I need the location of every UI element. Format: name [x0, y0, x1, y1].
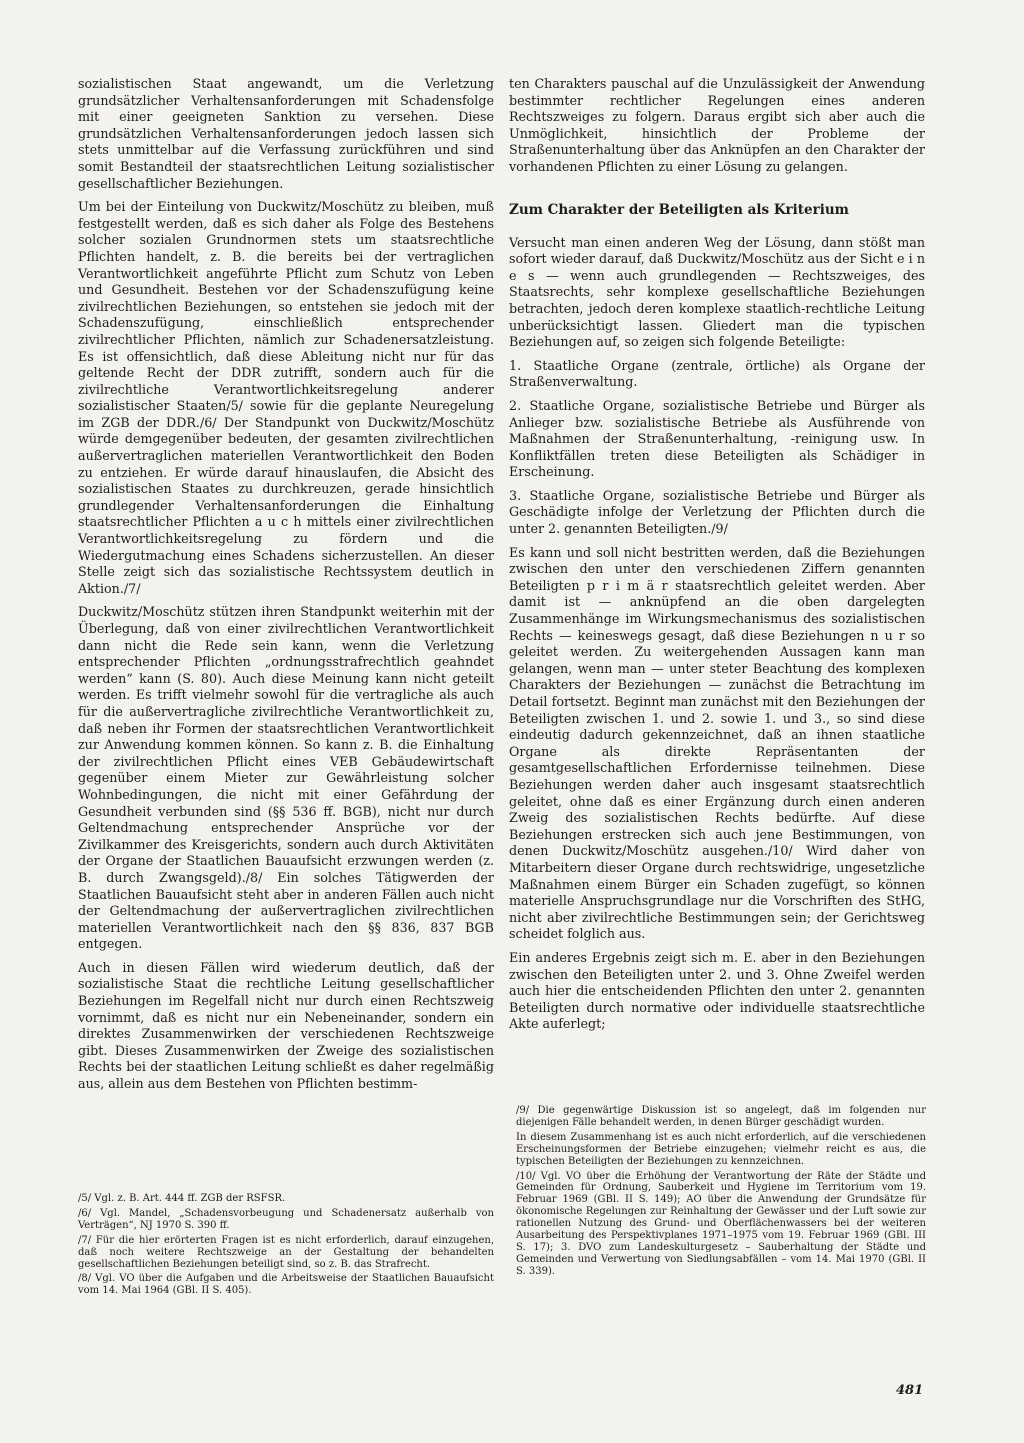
paragraph: Um bei der Einteilung von Duckwitz/Moschütz zu bleiben, muß festgestellt werden, daß es sich daher als Folge des Bestehens solcher sozialen Grundnormen stets um staatsrechtliche Pflichten handelt, z. B. die bereits bei der vertraglichen Verantwortlichkeit angeführte Pflicht zum Schutz von Leben und Gesundheit. Bestehen vor der Schadenszufügung keine zivilrechtlichen Beziehungen, so entstehen sie jedoch mit der Schadenszufügung, einschließlich entsprechender zivilrechtlicher Pflichten, nämlich zur Schadenersatzleistung. Es ist offensichtlich, daß diese Ableitung nicht nur für das geltende Recht der DDR zutrifft, sondern auch für die zivilrechtliche Verantwortlichkeitsregelung anderer sozialistischer Staaten/5/ sowie für die geplante Neuregelung im ZGB der DDR./6/ Der Standpunkt von Duckwitz/Moschütz würde demgegenüber bedeuten, der gesamten zivilrechtlichen außervertraglichen materiellen Verantwortlichkeit den Boden zu entziehen. Er würde darauf hinauslaufen, die Absicht des sozialistischen Staates zu durchkreuzen, gerade hinsichtlich grundlegender Verhaltensanforderungen die Einhaltung staatsrechtlicher Pflichten a u c h mittels einer zivilrechtlichen Verantwortlichkeitsregelung zu fördern und die Wiedergutmachung eines Schadens sicherzustellen. An dieser Stelle zeigt sich das sozialistische Rechtssystem deutlich in Aktion./7/ [78, 199, 494, 596]
footnote: /10/ Vgl. VO über die Erhöhung der Verantwortung der Räte der Städte und Gemeinden für Ordnung, Sauberkeit und Hygiene im Territorium vom 19. Februar 1969 (GBl. II S. 149); AO über die Anwendung der Grundsätze für ökonomische Regelungen zur Reinhaltung der Gewässer und der Luft sowie zur rationellen Nutzung des Grund- und Oberflächenwassers bei der weiteren Ausarbeitung des Perspektivplanes 1971–1975 vom 19. Februar 1969 (GBl. III S. 17); 3. DVO zum Landeskulturgesetz – Sauberhaltung der Städte und Gemeinden und Verwertung von Siedlungsabfällen – vom 14. Mai 1970 (GBl. II S. 339). [516, 1170, 926, 1277]
left-column [78, 76, 494, 1100]
right-column [509, 76, 925, 1040]
page-number: 481 [896, 1383, 924, 1398]
list-item: 2. Staatliche Organe, sozialistische Betriebe und Bürger als Anlieger bzw. sozialistische Betriebe als Ausführende von Maßnahmen der Straßenunterhaltung, -reinigung usw. In Konfliktfällen treten diese Beteiligten als Schädiger in Erscheinung. [509, 397, 925, 480]
footnote: In diesem Zusammenhang ist es auch nicht erforderlich, auf die verschiedenen Erscheinungsformen der Betriebe einzugehen; vielmehr reicht es aus, die typischen Beteiligten der Beziehungen zu kennzeichnen. [516, 1131, 926, 1167]
footnote: /7/ Für die hier erörterten Fragen ist es nicht erforderlich, darauf einzugehen, daß noch weitere Rechtszweige an der Gestaltung der behandelten gesellschaftlichen Beziehungen beteiligt sind, so z. B. das Strafrecht. [78, 1234, 494, 1270]
footnote: /6/ Vgl. Mandel, „Schadensvorbeugung und Schadenersatz außerhalb von Verträgen“, NJ 1970 S. 390 ff. [78, 1207, 494, 1231]
section-heading: Zum Charakter der Beteiligten als Kriterium [509, 201, 849, 218]
paragraph: Es kann und soll nicht bestritten werden, daß die Beziehungen zwischen den unter den verschiedenen Ziffern genannten Beteiligten p r i m ä r staatsrechtlich geleitet werden. Aber damit ist — anknüpfend an die oben dargelegten Zusammenhänge im Wirkungsmechanismus des sozialistischen Rechts — keineswegs gesagt, daß diese Beziehungen n u r so geleitet werden. Zu weitergehenden Aussagen kann man gelangen, wenn man — unter steter Beachtung des komplexen Charakters der Beziehungen — zunächst die Betrachtung im Detail fortsetzt. Beginnt man zunächst mit den Beziehungen der Beteiligten zwischen 1. und 2. sowie 1. und 3., so sind diese eindeutig dadurch gekennzeichnet, daß an ihnen staatliche Organe als direkte Repräsentanten der gesamtgesellschaftlichen Erfordernisse teilnehmen. Diese Beziehungen werden daher auch insgesamt staatsrechtlich geleitet, ohne daß es einer Ergänzung durch einen anderen Zweig des sozialistischen Rechts bedürfte. Auf diese Beziehungen erstrecken sich auch jene Bestimmungen, von denen Duckwitz/Moschütz ausgehen./10/ Wird daher von Mitarbeitern dieser Organe durch rechtswidrige, ungesetzliche Maßnahmen einem Bürger ein Schaden zugefügt, so können materielle Anspruchsgrundlage nur die Vorschriften des StHG, nicht aber zivilrechtliche Bestimmungen sein; der Gerichtsweg scheidet folglich aus. [509, 544, 925, 942]
list-item: 1. Staatliche Organe (zentrale, örtliche) als Organe der Straßenverwaltung. [509, 357, 925, 390]
footnotes-right [516, 1105, 926, 1281]
footnote: /9/ Die gegenwärtige Diskussion ist so angelegt, daß im folgenden nur diejenigen Fälle behandelt werden, in denen Bürger geschädigt wurden. [516, 1105, 926, 1128]
footnote: /5/ Vgl. z. B. Art. 444 ff. ZGB der RSFSR. [78, 1193, 286, 1204]
footnote: /8/ Vgl. VO über die Aufgaben und die Arbeitsweise der Staatlichen Bauaufsicht vom 14. Mai 1964 (GBl. II S. 405). [78, 1273, 494, 1297]
paragraph: Ein anderes Ergebnis zeigt sich m. E. aber in den Beziehungen zwischen den Beteiligten unter 2. und 3. Ohne Zweifel werden auch hier die entscheidenden Pflichten den unter 2. genannten Beteiligten durch normative oder individuelle staatsrechtliche Akte auferlegt; [509, 949, 925, 1032]
paragraph: ten Charakters pauschal auf die Unzulässigkeit der Anwendung bestimmter rechtlicher Regelungen eines anderen Rechtszweiges zu folgern. Daraus ergibt sich aber auch die Unmöglichkeit, hinsichtlich der Probleme der Straßenunterhaltung über das Anknüpfen an den Charakter der vorhandenen Pflichten zu einer Lösung zu gelangen. [509, 76, 925, 174]
paragraph: Versucht man einen anderen Weg der Lösung, dann stößt man sofort wieder darauf, daß Duckwitz/Moschütz aus der Sicht e i n e s — wenn auch grundlegenden — Rechtszweiges, des Staatsrechts, sehr komplexe gesellschaftliche Beziehungen betrachten, jedoch deren komplexe staatlich-rechtliche Leitung unberücksichtigt lassen. Gliedert man die typischen Beziehungen auf, so zeigen sich folgende Beteiligte: [509, 234, 925, 350]
list-item: 3. Staatliche Organe, sozialistische Betriebe und Bürger als Geschädigte infolge der Verletzung der Pflichten durch die unter 2. genannten Beteiligten./9/ [509, 487, 925, 537]
footnotes-left [78, 1193, 494, 1300]
paragraph: Duckwitz/Moschütz stützen ihren Standpunkt weiterhin mit der Überlegung, daß von einer zivilrechtlichen Verantwortlichkeit dann nicht die Rede sein kann, wenn die Verletzung entsprechender Pflichten „ordnungsstrafrechtlich geahndet werden“ kann (S. 80). Auch diese Meinung kann nicht geteilt werden. Es trifft vielmehr sowohl für die vertragliche als auch für die außervertragliche zivilrechtliche Verantwortlichkeit zu, daß neben ihr Formen der staatsrechtlichen Verantwortlichkeit zur Anwendung kommen können. So kann z. B. die Einhaltung der zivilrechtlichen Pflicht eines VEB Gebäudewirtschaft gegenüber einem Mieter zur Gewährleistung solcher Wohnbedingungen, die nicht mit einer Gefährdung der Gesundheit verbunden sind (§§ 536 ff. BGB), nicht nur durch Geltendmachung entsprechender Ansprüche vor der Zivilkammer des Kreisgerichts, sondern auch durch Aktivitäten der Organe der Staatlichen Bauaufsicht erzwungen werden (z. B. durch Zwangsgeld)./8/ Ein solches Tätigwerden der Staatlichen Bauaufsicht steht aber in anderen Fällen auch nicht der Geltendmachung der außervertraglichen zivilrechtlichen materiellen Verantwortlichkeit nach den §§ 836, 837 BGB entgegen. [78, 604, 494, 952]
paragraph: Auch in diesen Fällen wird wiederum deutlich, daß der sozialistische Staat die rechtliche Leitung gesellschaftlicher Beziehungen im Regelfall nicht nur durch einen Rechtszweig vornimmt, daß es nicht nur ein Nebeneinander, sondern ein direktes Zusammenwirken der verschiedenen Rechtszweige gibt. Dieses Zusammenwirken der Zweige des sozialistischen Rechts bei der staatlichen Leitung schließt es daher regelmäßig aus, allein aus dem Bestehen von Pflichten bestimm- [78, 959, 494, 1092]
paragraph: sozialistischen Staat angewandt, um die Verletzung grundsätzlicher Verhaltensanforderungen mit Schadensfolge mit einer geeigneten Sanktion zu versehen. Diese grundsätzlichen Verhaltensanforderungen jedoch lassen sich stets unmittelbar auf die Verfassung zurückführen und sind somit Bestandteil der staatsrechtlichen Leitung sozialistischer gesellschaftlicher Beziehungen. [78, 76, 494, 191]
